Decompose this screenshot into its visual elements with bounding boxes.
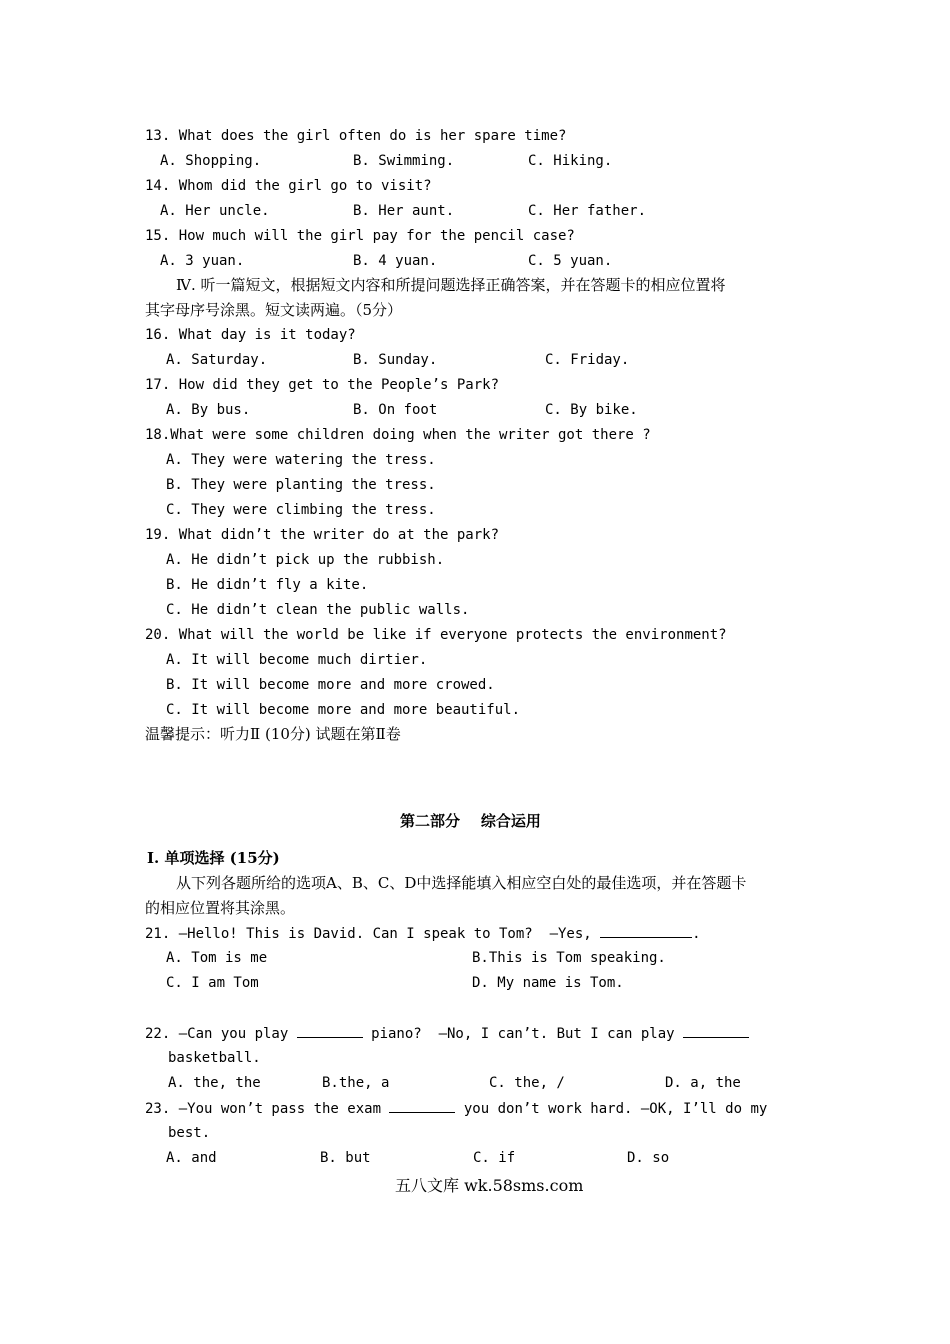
q22-stem-continued: basketball. [168, 1050, 261, 1066]
section1-instruction-line2: 的相应位置将其涂黑。 [145, 899, 296, 917]
q22-stem-text: 22. —Can you play [145, 1026, 297, 1042]
q15-option-b: B. 4 yuan. [353, 253, 438, 269]
q15-option-c: C. 5 yuan. [528, 253, 613, 269]
q17-option-a: A. By bus. [166, 402, 251, 418]
q22-option-c: C. the, / [489, 1075, 565, 1091]
q22-blank-2 [683, 1023, 749, 1038]
q15-stem: 15. How much will the girl pay for the pencil case? [145, 228, 575, 244]
q23-stem-end: you don’t work hard. —OK, I’ll do my [455, 1101, 768, 1117]
q16-option-a: A. Saturday. [166, 352, 268, 368]
q14-option-b: B. Her aunt. [353, 203, 455, 219]
page-footer: 五八文库 wk.58sms.com [395, 1176, 584, 1195]
q21-option-d: D. My name is Tom. [472, 975, 624, 991]
q19-stem: 19. What didn’t the writer do at the park? [145, 527, 500, 543]
q20-option-a: A. It will become much dirtier. [166, 652, 428, 668]
q23-option-c: C. if [473, 1150, 516, 1166]
q16-stem: 16. What day is it today? [145, 327, 356, 343]
q22-stem [145, 1023, 749, 1044]
q21-stem [145, 923, 701, 944]
section4-instruction-line2: 其字母序号涂黑。短文读两遍。（5分） [145, 301, 403, 319]
section1-instruction-line1: 从下列各题所给的选项A、B、C、D中选择能填入相应空白处的最佳选项，并在答题卡 [176, 874, 747, 892]
q23-stem-text: 23. —You won’t pass the exam [145, 1101, 390, 1117]
q22-blank-1 [297, 1023, 363, 1038]
q18-option-c: C. They were climbing the tress. [166, 502, 436, 518]
q17-option-c: C. By bike. [545, 402, 638, 418]
q17-option-b: B. On foot [353, 402, 438, 418]
q14-option-c: C. Her father. [528, 203, 647, 219]
q22-stem-mid: piano? —No, I can’t. But I can play [362, 1026, 684, 1042]
q22-option-b: B.the, a [322, 1075, 390, 1091]
q13-option-a: A. Shopping. [160, 153, 262, 169]
q19-option-c: C. He didn’t clean the public walls. [166, 602, 470, 618]
q18-stem: 18.What were some children doing when the writer got there ? [145, 427, 651, 443]
q17-stem: 17. How did they get to the People’s Park? [145, 377, 500, 393]
q18-option-b: B. They were planting the tress. [166, 477, 436, 493]
q23-blank [389, 1098, 455, 1113]
part2-title: 第二部分 综合运用 [400, 812, 541, 830]
section1-title: Ⅰ. 单项选择 (15分) [147, 849, 280, 867]
q21-option-c: C. I am Tom [166, 975, 259, 991]
q23-stem-continued: best. [168, 1125, 211, 1141]
q21-stem-text: 21. —Hello! This is David. Can I speak to Tom? —Yes, [145, 926, 601, 942]
q21-stem-end: . [692, 926, 701, 942]
q15-option-a: A. 3 yuan. [160, 253, 245, 269]
q14-option-a: A. Her uncle. [160, 203, 270, 219]
listening-tip: 温馨提示：听力Ⅱ (10分) 试题在第Ⅱ卷 [145, 725, 401, 743]
q13-option-c: C. Hiking. [528, 153, 613, 169]
q23-stem [145, 1098, 767, 1119]
q22-option-d: D. a, the [665, 1075, 741, 1091]
section4-instruction-line1: Ⅳ. 听一篇短文，根据短文内容和所提问题选择正确答案，并在答题卡的相应位置将 [176, 276, 726, 294]
q23-option-d: D. so [627, 1150, 670, 1166]
q23-option-b: B. but [320, 1150, 371, 1166]
q19-option-b: B. He didn’t fly a kite. [166, 577, 369, 593]
q20-option-b: B. It will become more and more crowed. [166, 677, 495, 693]
q20-option-c: C. It will become more and more beautiful. [166, 702, 521, 718]
q14-stem: 14. Whom did the girl go to visit? [145, 178, 432, 194]
q13-option-b: B. Swimming. [353, 153, 455, 169]
q21-option-a: A. Tom is me [166, 950, 268, 966]
q16-option-b: B. Sunday. [353, 352, 438, 368]
q16-option-c: C. Friday. [545, 352, 630, 368]
q18-option-a: A. They were watering the tress. [166, 452, 436, 468]
q13-stem: 13. What does the girl often do is her spare time? [145, 128, 567, 144]
q22-option-a: A. the, the [168, 1075, 261, 1091]
q20-stem: 20. What will the world be like if everyone protects the environment? [145, 627, 727, 643]
q21-option-b: B.This is Tom speaking. [472, 950, 666, 966]
q23-option-a: A. and [166, 1150, 217, 1166]
q21-blank [600, 923, 692, 938]
q19-option-a: A. He didn’t pick up the rubbish. [166, 552, 445, 568]
